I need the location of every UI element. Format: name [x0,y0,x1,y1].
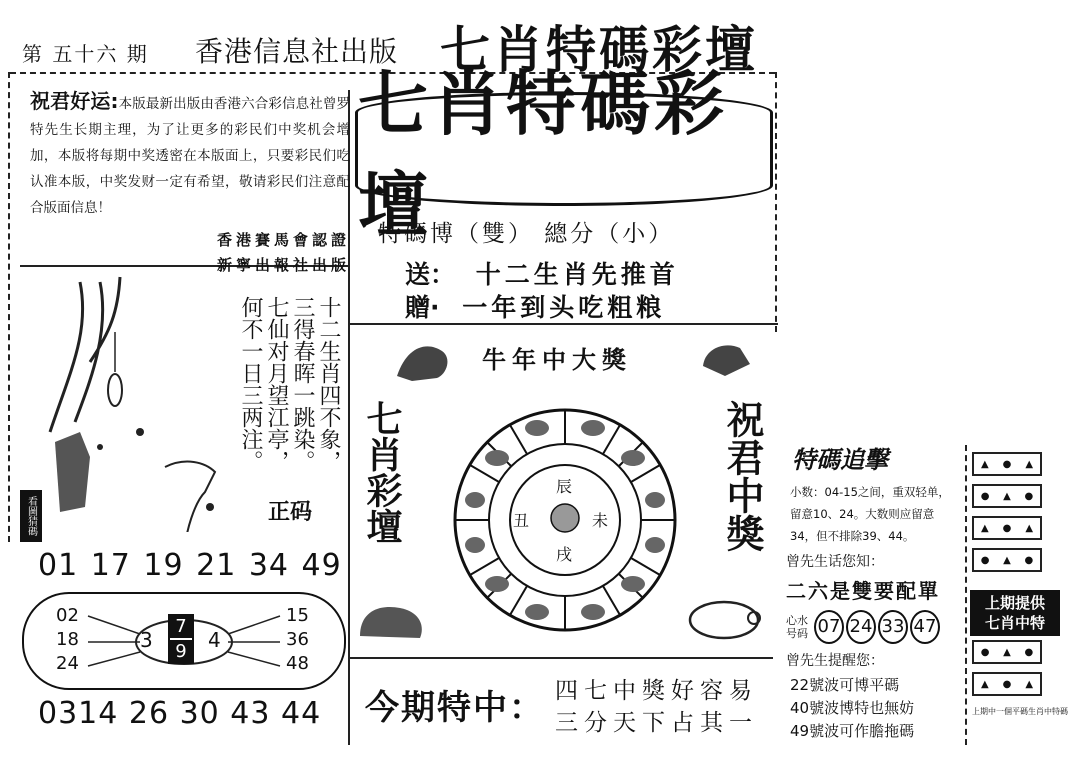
banner-title: 七肖特碼彩壇 [358,62,728,246]
num-left-1: 02 [56,605,79,626]
animal-rooster-top-right [695,336,755,380]
right-cell: ● ▲ ● [972,640,1042,664]
gift-label: 贈 [405,293,431,322]
side-label [20,490,42,542]
tracker-notice-1: 曾先生话您知： [786,554,884,570]
wheel-label-wei: 未 [592,511,609,530]
animal-pig-bottom-right [684,596,764,644]
right-title-line-1: 上期提供 [984,594,1045,612]
right-title-line-2: 七肖中特 [984,614,1045,632]
bottom-line-1: 四七中獎好容易 [555,678,758,704]
num-center-bottom: 9 [170,638,192,664]
numbers-left [56,604,79,676]
cartoon-illustration [30,272,240,532]
right-panel-title [970,590,1060,636]
right-cell: ● ▲ ● [972,548,1042,572]
send-label: 送 [405,260,431,289]
tracker-tip-3: 49號波可作膽拖碼 [790,722,915,740]
wheel-label-chou: 丑 [513,511,530,530]
right-panel-footnote: 上期中一個平碼生肖中特碼 [972,707,1068,716]
frame-right-center [775,72,777,332]
tracker-balls-row [780,610,960,644]
numbers-row-2: 0314 26 30 43 44 [38,696,322,731]
num-left-2: 18 [56,629,79,650]
zodiac-wheel [445,400,685,640]
right-cell: ▲ ● ▲ [972,516,1042,540]
tracker-text: 小数：04-15之间，重双轻单，留意10、24。大数则应留意34，但不排除39、44。 [790,485,950,543]
right-panel-cells-top [972,452,1042,580]
issue-number: 第 五十六 期 [22,42,149,66]
poem-tag: 正码 [268,500,313,525]
frame-left [8,72,10,542]
side-label-text: 看圖猜碼 [25,496,37,536]
intro-text [30,88,350,221]
bottom-divider [348,657,773,659]
send-text: 十二生肖先推首 [475,260,679,289]
right-panel-cells-bottom [972,640,1042,704]
publisher: 香港信息社出版 [195,35,399,68]
tracker-title: 特碼追擊 [792,446,888,474]
poem-col-1: 十二生肖四不象， [316,296,341,472]
numbers-right [286,604,309,676]
num-right-1: 15 [286,605,309,626]
heart-ball-2: 24 [846,610,876,644]
wheel-label-chen: 辰 [556,477,573,496]
numbers-row-1: 01 17 19 21 34 49 [38,548,342,583]
cert-line-1: 香港賽馬會認證 [216,231,350,249]
right-cell: ● ▲ ● [972,484,1042,508]
num-center-right: 4 [208,628,221,652]
poem-col-2: 三得春晖一跳染。 [290,296,315,472]
wheel-label-xu: 戌 [556,545,573,564]
bottom-line-2: 三分天下占其一 [555,710,758,736]
picks-send-row: 送： 十二生肖先推首 [405,260,679,289]
zodiac-top-text: 牛年中大獎 [482,346,632,374]
zodiac-left-vertical: 七肖彩壇 [361,400,403,544]
cert-line-2: 新寧出報社出版 [216,256,350,274]
heart-ball-3: 33 [878,610,908,644]
gift-text: 一年到头吃粗粮 [462,293,666,322]
intro-body: 本版最新出版由香港六合彩信息社曾罗特先生长期主理，为了让更多的彩民们中奖机会增加，本版将每期中奖透密在本版面上，只要彩民们吃认准本版，中奖发财一定有希望，敬请彩民们注意配合版面信息！ [30,96,351,216]
heart-label: 心水号码 [786,614,808,640]
picks-line-1: 特碼博（雙） 總分（小） [378,221,675,247]
numbers-oval [22,592,346,690]
tracker-highlight: 二六是雙要配單 [786,579,940,603]
num-center-left: 3 [140,628,153,652]
right-cell: ▲ ● ▲ [972,452,1042,476]
tracker-box [780,440,960,741]
intro-lead: 祝君好运: [30,89,119,113]
animal-dragon-top-left [392,336,462,386]
page-title: 七肖特碼彩壇 [440,20,758,79]
num-left-3: 24 [56,653,79,674]
animal-dog-bottom-left [355,596,430,646]
heart-ball-4: 47 [910,610,940,644]
tracker-tip-1: 22號波可博平碼 [790,676,900,694]
zodiac-right-vertical: 祝君中獎 [720,400,765,552]
num-center-box [168,614,194,664]
right-cell: ▲ ● ▲ [972,672,1042,696]
tracker-tip-2: 40號波博特也無妨 [790,699,915,717]
right-panel-border [965,445,967,745]
bottom-label: 今期特中： [365,688,545,728]
poem-col-3: 七仙对月望江亭， [264,296,289,472]
tracker-notice-2: 曾先生提醒您： [786,653,884,669]
num-right-3: 48 [286,653,309,674]
picks-gift-row: 贈· 一年到头吃粗粮 [405,293,666,322]
poem-col-4: 何不一日三两注。 [238,296,263,472]
num-right-2: 36 [286,629,309,650]
heart-ball-1: 07 [814,610,844,644]
num-center-top: 7 [170,616,192,638]
intro-box [30,88,350,275]
